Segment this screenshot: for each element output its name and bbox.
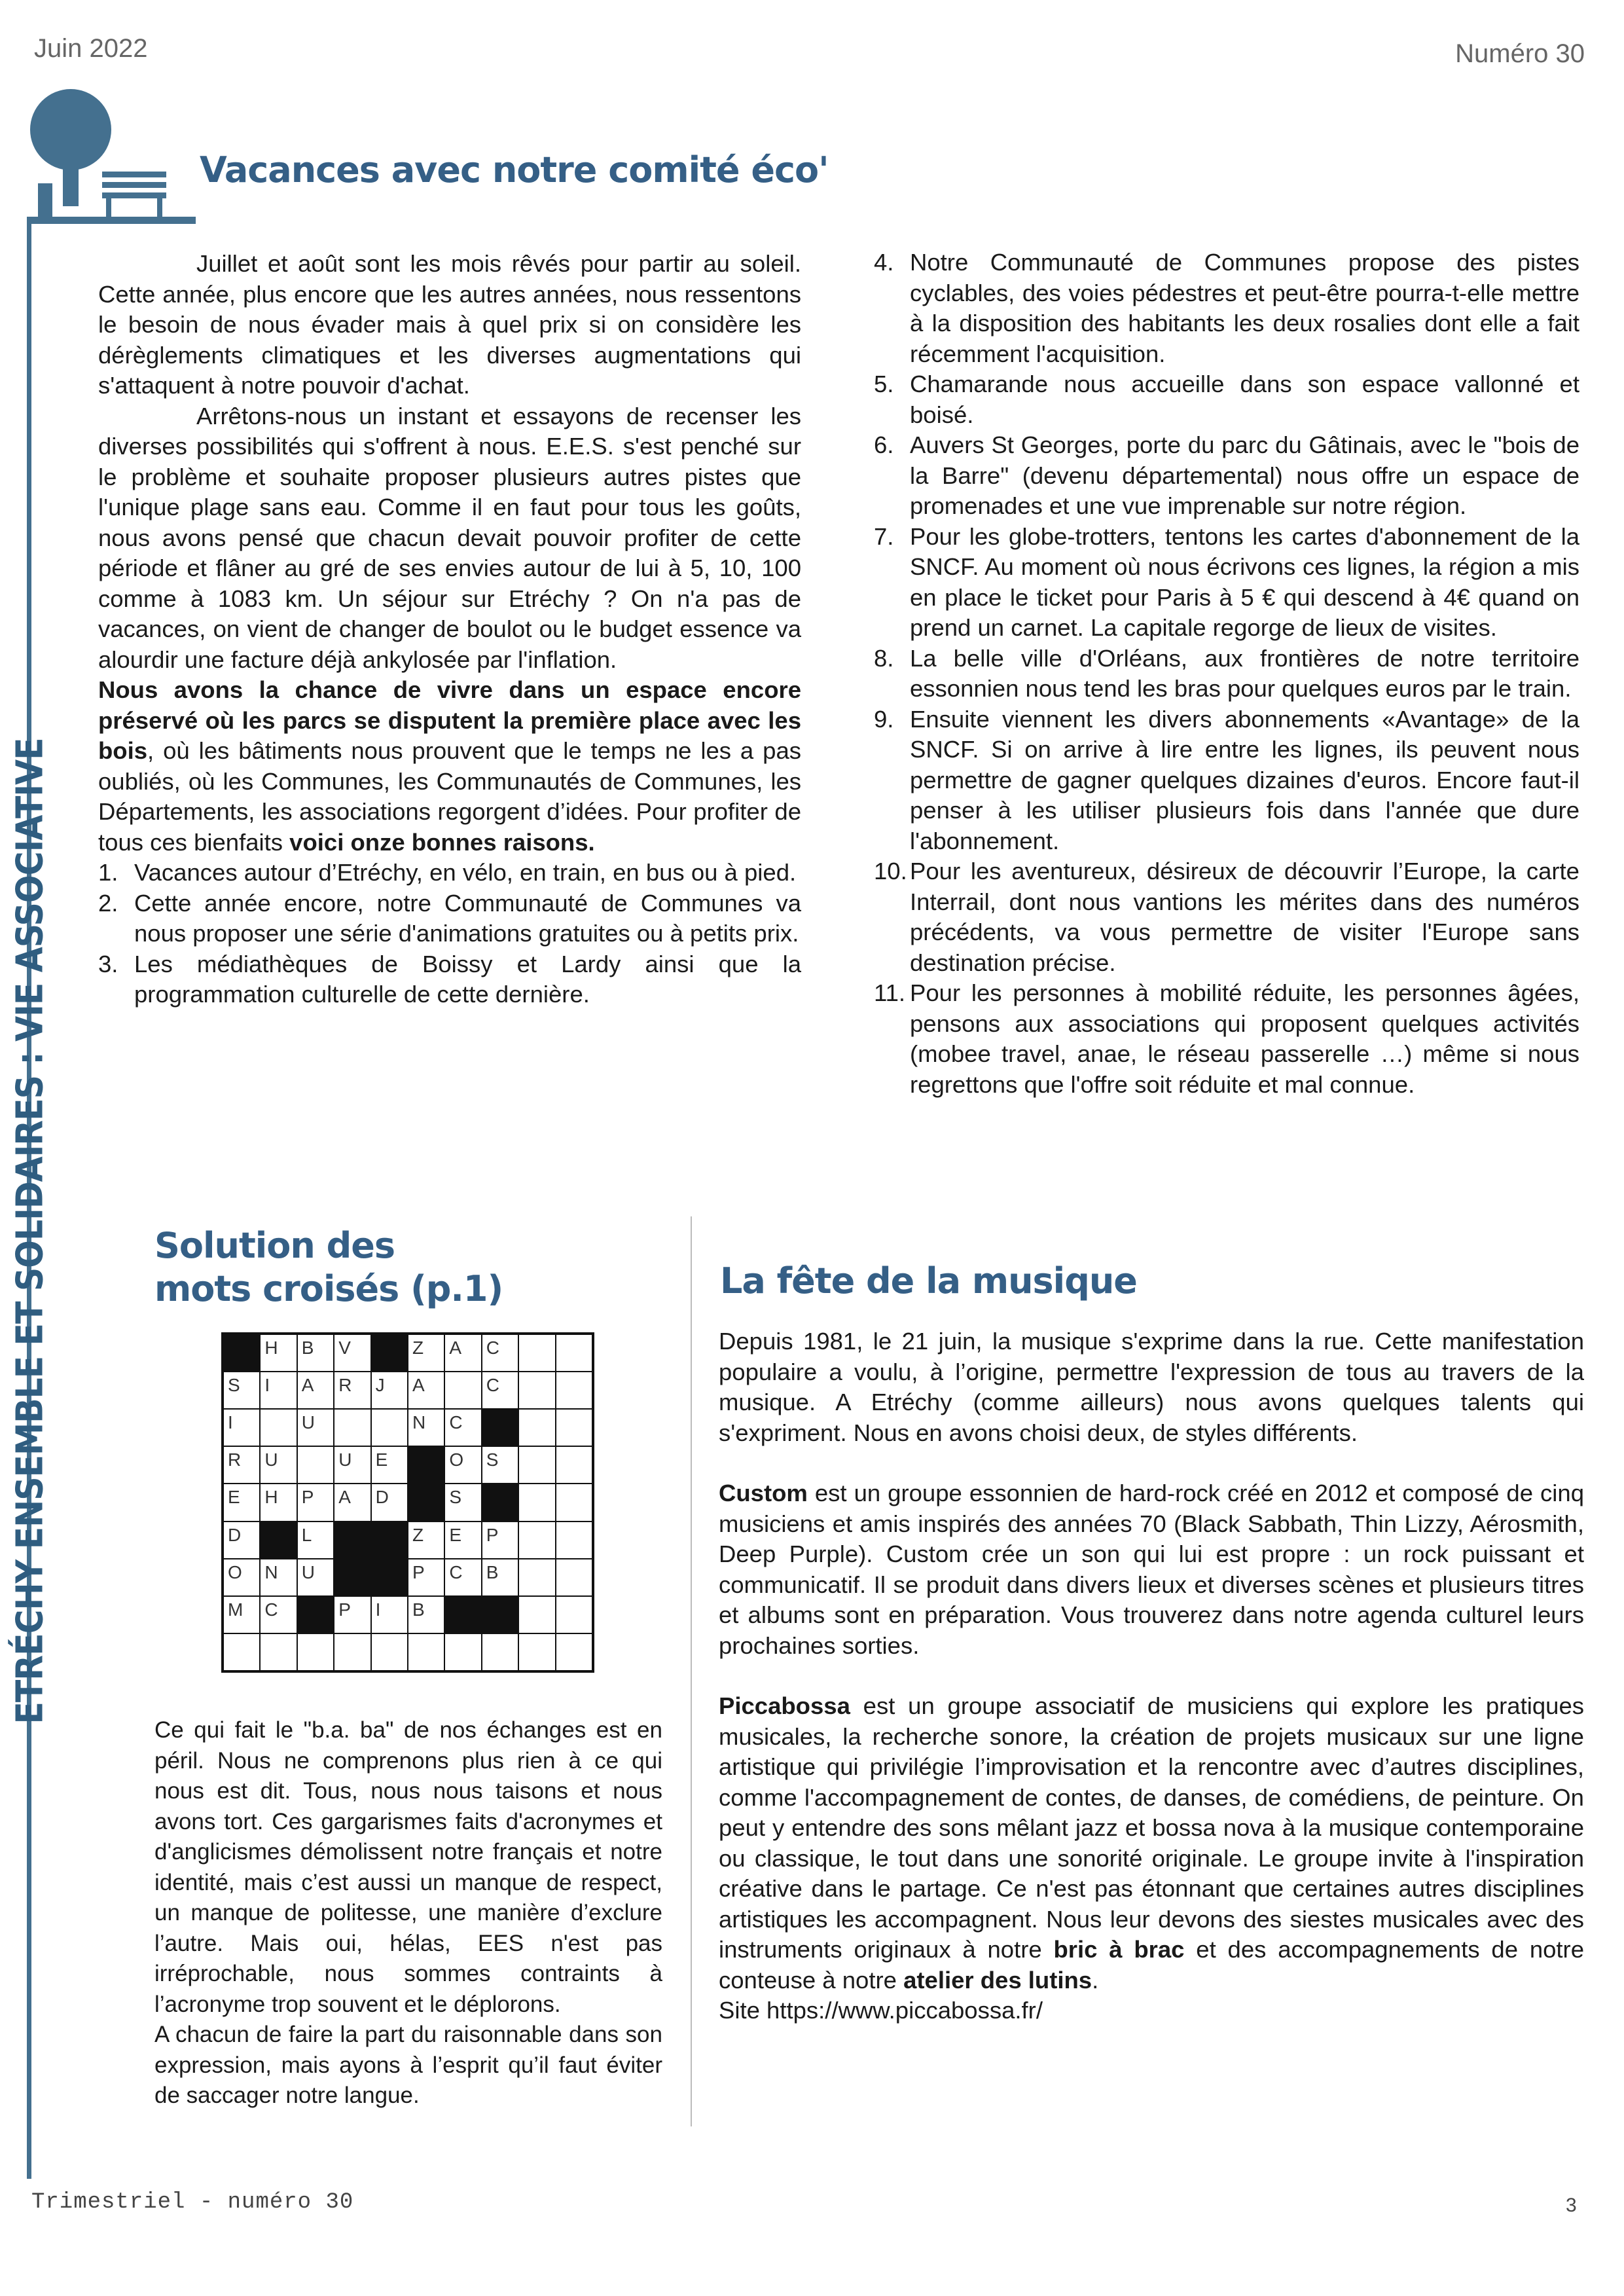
reasons-list [874, 247, 1579, 1100]
crossword-cell [371, 1633, 408, 1671]
crossword-cell [444, 1409, 481, 1446]
list-number: 11. [874, 979, 906, 1006]
article-right-column [874, 247, 1579, 1100]
article-title: Vacances avec notre comité éco' [200, 149, 829, 191]
crossword-letter: E [228, 1487, 240, 1508]
crossword-cell [260, 1446, 297, 1484]
fete-paragraph [719, 1478, 1584, 1661]
crossword-cell [297, 1409, 334, 1446]
crossword-cell [482, 1334, 518, 1372]
crossword-cell [371, 1596, 408, 1633]
crossword-cell [223, 1522, 260, 1559]
crossword-cell [444, 1446, 481, 1484]
crossword-cell [334, 1633, 370, 1671]
list-number: 9. [874, 705, 894, 733]
crossword-cell [223, 1446, 260, 1484]
crossword-letter: B [412, 1599, 425, 1620]
list-text: Pour les personnes à mobilité réduite, les personnes âgées, pensons aux associations qui proposent quelques activités (mobee travel, anae, le réseau passerelle …) même si nous regrettons que l'offre soit réduite et mal connue. [910, 979, 1579, 1098]
crossword-letter: V [338, 1338, 351, 1358]
commentary-paragraph: Ce qui fait le "b.a. ba" de nos échanges est en péril. Nous ne comprenons plus rien à ce qui nous est dit. Tous, nous nous taisons et nous avons tort. Ces gargarismes faits d'acronymes et d'anglicismes démolissent notre français et notre identité, mais c’est aussi un manque de respect, un manque de politesse, une manière d’exclure l’autre. Mais oui, hélas, EES n'est pas irréprochable, nous sommes contraints à l’acronyme trop souvent et le déplorons. [154, 1717, 662, 2017]
list-item [874, 369, 1579, 430]
crossword-cell [297, 1596, 334, 1633]
list-number: 7. [874, 522, 894, 550]
list-number: 1. [98, 859, 118, 886]
crossword-cell [482, 1446, 518, 1484]
crossword-cell [482, 1559, 518, 1596]
band-name: Piccabossa [719, 1692, 850, 1719]
crossword-cell [260, 1372, 297, 1409]
crossword-cell [297, 1559, 334, 1596]
crossword-cell [518, 1372, 555, 1409]
list-item [98, 858, 801, 888]
crossword-letter: I [228, 1412, 233, 1433]
crossword-title-line: mots croisés (p.1) [154, 1268, 503, 1309]
crossword-letter: I [375, 1599, 381, 1620]
paragraph-text: . [1092, 1966, 1099, 1994]
page-number: 3 [1566, 2195, 1577, 2216]
list-number: 2. [98, 889, 118, 917]
crossword-cell [297, 1446, 334, 1484]
crossword-cell [482, 1522, 518, 1559]
paragraph-text: est un groupe essonnien de hard-rock créé en 2012 et composé de cinq musiciens et amis inspirés des années 70 (Black Sabbath, Thin Lizzy, Aérosmith, Deep Purple). Custom crée un son qui lui est propre : un rock puissant et communicatif. Il se produit dans divers lieux et diverses scènes et plusieurs titres et albums sont en préparation. Vous trouverez dans notre agenda culturel leurs prochaines sorties. [719, 1480, 1584, 1659]
park-bench-tree-icon [25, 85, 169, 226]
side-title-container [0, 632, 60, 1830]
crossword-cell [518, 1409, 555, 1446]
crossword-cell [371, 1484, 408, 1521]
crossword-letter: E [375, 1449, 388, 1470]
crossword-cell [408, 1522, 444, 1559]
crossword-title [154, 1224, 503, 1311]
crossword-cell [444, 1372, 481, 1409]
crossword-cell [518, 1484, 555, 1521]
crossword-cell [371, 1409, 408, 1446]
crossword-letter: U [301, 1412, 316, 1433]
crossword-letter: M [228, 1599, 244, 1620]
crossword-cell [556, 1633, 592, 1671]
list-item [874, 704, 1579, 857]
bold-text: Nous avons la chance de vivre dans un espace encore préservé où les parcs se disputent la première place avec les bois [98, 676, 801, 764]
commentary-paragraph: A chacun de faire la part du raisonnable dans son expression, mais ayons à l’esprit qu’il faut éviter de saccager notre langue. [154, 2022, 662, 2108]
crossword-cell [297, 1522, 334, 1559]
crossword-letter: D [228, 1524, 242, 1545]
issue-number: Numéro 30 [1455, 39, 1585, 68]
crossword-cell [334, 1446, 370, 1484]
crossword-cell [223, 1484, 260, 1521]
crossword-cell [408, 1372, 444, 1409]
crossword-cell [297, 1372, 334, 1409]
crossword-cell [408, 1596, 444, 1633]
fete-paragraph: Depuis 1981, le 21 juin, la musique s'exprime dans la rue. Cette manifestation populaire a voulu, à l’origine, permettre l'expression de tous au travers de la musique. A Etréchy (comme ailleurs) nous avons quelques talents qui s'expriment. Nous en avons choisi deux, de styles différents. [719, 1328, 1584, 1446]
crossword-cell [556, 1409, 592, 1446]
crossword-cell [223, 1633, 260, 1671]
crossword-letter: C [449, 1561, 463, 1582]
crossword-letter: Z [412, 1524, 424, 1545]
crossword-letter: S [228, 1375, 240, 1396]
crossword-letter: O [449, 1449, 464, 1470]
crossword-letter: A [338, 1487, 351, 1508]
crossword-cell [223, 1596, 260, 1633]
list-number: 3. [98, 950, 118, 977]
crossword-cell [482, 1596, 518, 1633]
crossword-grid [221, 1332, 594, 1673]
crossword-letter: H [264, 1487, 278, 1508]
crossword-cell [223, 1334, 260, 1372]
list-number: 6. [874, 431, 894, 458]
list-text: Les médiathèques de Boissy et Lardy ainsi que la programmation culturelle de cette dernière. [134, 950, 801, 1008]
list-item [874, 522, 1579, 644]
crossword-cell [260, 1522, 297, 1559]
crossword-letter: R [228, 1449, 242, 1470]
fete-article [719, 1326, 1584, 2056]
crossword-letter: D [375, 1487, 389, 1508]
crossword-cell [482, 1484, 518, 1521]
crossword-title-line: Solution des [154, 1225, 395, 1266]
band-name: Custom [719, 1480, 808, 1506]
list-text: Ensuite viennent les divers abonnements «Avantage» de la SNCF. Si on arrive à lire entre les lignes, ils peuvent nous permettre de gagner quelques dizaines d'euros. Encore faut-il penser à les utiliser plusieurs fois dans l'année que dure l'abonnement. [910, 705, 1579, 854]
crossword-letter: P [486, 1524, 499, 1545]
list-item [874, 644, 1579, 704]
crossword-cell [408, 1334, 444, 1372]
crossword-letter: J [375, 1375, 385, 1396]
list-number: 5. [874, 371, 894, 397]
crossword-cell [223, 1409, 260, 1446]
bold-text: atelier des lutins [903, 1966, 1092, 1994]
crossword-cell [444, 1484, 481, 1521]
article-paragraph [98, 675, 801, 858]
crossword-letter: U [338, 1449, 352, 1470]
list-text: Pour les aventureux, désireux de découvrir l’Europe, la carte Interrail, dont nous vantions les mérites dans des numéros précédents, va vous permettre de visiter l'Europe sans destination précise. [910, 858, 1579, 976]
crossword-letter: B [486, 1561, 499, 1582]
list-text: Notre Communauté de Communes propose des pistes cyclables, des voies pédestres et peut-être pourra-t-elle mettre à la disposition des habitants les deux rosalies dont elle a fait récemment l'acquisition. [910, 249, 1579, 367]
paragraph-text: est un groupe associatif de musiciens qui explore les pratiques musicales, la recherche sonore, la création de projets musicaux sur une ligne artistique qui privilégie l’improvisation et la rencontre avec d’autres disciplines, comme l'accompagnement de contes, de danses, de comédiens, de peinture. On peut y entendre des sons mêlant jazz et bossa nova à la musique contemporaine ou classique, le tout dans une sonorité originale. Le groupe invite à l'inspiration créative dans le partage. Ce n'est pas étonnant que certaines autres disciplines artistiques les accompagnent. Nous leur devons des siestes musicales avec des instruments originaux à notre [719, 1692, 1584, 1963]
crossword-cell [556, 1596, 592, 1633]
crossword-cell [260, 1484, 297, 1521]
list-text: Chamarande nous accueille dans son espace vallonné et boisé. [910, 371, 1579, 428]
crossword-cell [334, 1522, 370, 1559]
crossword-letter: A [301, 1375, 314, 1396]
crossword-cell [260, 1334, 297, 1372]
crossword-letter: A [449, 1338, 462, 1358]
list-text: Vacances autour d’Etréchy, en vélo, en train, en bus ou à pied. [134, 859, 797, 886]
crossword-cell [444, 1596, 481, 1633]
paragraph-text: et des accompagnements de notre conteuse à notre [719, 1936, 1585, 1994]
crossword-letter: P [412, 1561, 425, 1582]
crossword-letter: L [301, 1524, 312, 1545]
side-section-title: ETRÉCHY ENSEMBLE ET SOLIDAIRES : VIE ASSOCIATIVE [9, 738, 52, 1724]
crossword-letter: R [338, 1375, 352, 1396]
reasons-list [98, 858, 801, 1010]
crossword-letter: I [264, 1375, 270, 1396]
crossword-letter: P [301, 1487, 314, 1508]
crossword-cell [371, 1559, 408, 1596]
fete-title: La fête de la musique [720, 1260, 1137, 1302]
crossword-cell [556, 1372, 592, 1409]
rail-top-bar [27, 217, 196, 224]
article-left-column [98, 249, 801, 1010]
crossword-letter: H [264, 1338, 278, 1358]
crossword-cell [260, 1596, 297, 1633]
list-text: Auvers St Georges, porte du parc du Gâtinais, avec le "bois de la Barre" (devenu départemental) nous offre un espace de promenades et une vue imprenable sur notre région. [910, 431, 1579, 519]
crossword-cell [482, 1372, 518, 1409]
crossword-cell [408, 1446, 444, 1484]
list-number: 4. [874, 249, 894, 276]
article-paragraph: Arrêtons-nous un instant et essayons de recenser les diverses possibilités qui s'offrent à nous. E.E.S. s'est penché sur le problème et souhaite proposer plusieurs autres pistes que l'unique plage sans eau. Comme il en faut pour tous les goûts, nous avons pensé que chacun devait pouvoir profiter de cette période et flâner au gré de ses envies autour de lui à 5, 10, 100 comme à 1083 km. Un séjour sur Etréchy ? On n'a pas de vacances, on vient de changer de boulot ou le budget essence va alourdir une facture déjà ankylosée par l'inflation. [98, 402, 801, 673]
crossword-cell [518, 1559, 555, 1596]
footer-publication: Trimestriel - numéro 30 [31, 2190, 354, 2215]
crossword-cell [444, 1334, 481, 1372]
crossword-cell [260, 1559, 297, 1596]
crossword-commentary [154, 1715, 662, 2111]
crossword-cell [444, 1522, 481, 1559]
crossword-cell [334, 1596, 370, 1633]
list-item [874, 247, 1579, 369]
website-line: Site https://www.piccabossa.fr/ [719, 1997, 1043, 2024]
crossword-cell [556, 1334, 592, 1372]
crossword-cell [408, 1409, 444, 1446]
crossword-cell [482, 1409, 518, 1446]
bold-text: bric à brac [1053, 1936, 1185, 1963]
list-item [874, 856, 1579, 978]
crossword-cell [334, 1372, 370, 1409]
crossword-cell [223, 1372, 260, 1409]
crossword-cell [444, 1633, 481, 1671]
list-text: La belle ville d'Orléans, aux frontières de notre territoire essonnien nous tend les bras pour quelques euros par le train. [910, 644, 1579, 702]
crossword-cell [371, 1372, 408, 1409]
crossword-cell [297, 1633, 334, 1671]
crossword-letter: N [412, 1412, 426, 1433]
crossword-letter: U [301, 1561, 316, 1582]
crossword-letter: S [449, 1487, 462, 1508]
crossword-cell [482, 1633, 518, 1671]
fete-paragraph [719, 1691, 1584, 1995]
bold-text: voici onze bonnes raisons. [289, 828, 595, 856]
crossword-letter: B [301, 1338, 314, 1358]
crossword-cell [334, 1409, 370, 1446]
crossword-cell [556, 1559, 592, 1596]
crossword-letter: E [449, 1524, 462, 1545]
list-number: 8. [874, 644, 894, 672]
crossword-letter: Z [412, 1338, 424, 1358]
crossword-letter: P [338, 1599, 351, 1620]
list-item [874, 430, 1579, 522]
crossword-cell [260, 1633, 297, 1671]
crossword-letter: N [264, 1561, 278, 1582]
crossword-letter: C [486, 1338, 500, 1358]
crossword-letter: U [264, 1449, 278, 1470]
list-number: 10. [874, 858, 907, 884]
crossword-cell [334, 1559, 370, 1596]
crossword-letter: O [228, 1561, 242, 1582]
crossword-cell [408, 1559, 444, 1596]
crossword-cell [556, 1522, 592, 1559]
crossword-cell [223, 1559, 260, 1596]
crossword-cell [518, 1633, 555, 1671]
article-paragraph: Juillet et août sont les mois rêvés pour partir au soleil. Cette année, plus encore que les autres années, nous ressentons le besoin de nous évader mais à quel prix si on considère les dérèglements climatiques et les diverses augmentations qui s'attaquent à notre pouvoir d'achat. [98, 250, 801, 399]
crossword-cell [260, 1409, 297, 1446]
crossword-cell [371, 1446, 408, 1484]
crossword-cell [334, 1484, 370, 1521]
crossword-letter: S [486, 1449, 499, 1470]
crossword-cell [518, 1446, 555, 1484]
crossword-letter: C [449, 1412, 463, 1433]
crossword-cell [518, 1522, 555, 1559]
crossword-cell [556, 1446, 592, 1484]
list-text: Cette année encore, notre Communauté de Communes va nous proposer une série d'animations gratuites ou à petits prix. [134, 889, 801, 947]
crossword-cell [444, 1559, 481, 1596]
crossword-cell [518, 1596, 555, 1633]
issue-date: Juin 2022 [34, 34, 148, 63]
crossword-cell [297, 1334, 334, 1372]
crossword-cell [371, 1522, 408, 1559]
list-item [98, 949, 801, 1010]
crossword-cell [518, 1334, 555, 1372]
crossword-cell [408, 1484, 444, 1521]
crossword-cell [371, 1334, 408, 1372]
crossword-letter: A [412, 1375, 425, 1396]
crossword-cell [556, 1484, 592, 1521]
crossword-letter: C [486, 1375, 500, 1396]
list-text: Pour les globe-trotters, tentons les cartes d'abonnement de la SNCF. Au moment où nous écrivons ces lignes, la région a mis en place le ticket pour Paris à 5 € qui descend à 4€ quand on prend un carnet. La capitale regorge de lieux de visites. [910, 522, 1579, 641]
list-item [98, 888, 801, 949]
crossword-cell [297, 1484, 334, 1521]
paragraph-text: , où les bâtiments nous prouvent que le temps ne les a pas oubliés, où les Communes, les Communautés de Communes, les Départements, les associations regorgent d’idées. Pour profiter de tous ces bienfaits [98, 737, 801, 856]
crossword-letter: C [264, 1599, 278, 1620]
crossword-cell [408, 1633, 444, 1671]
column-divider [691, 1216, 692, 2126]
crossword-cell [334, 1334, 370, 1372]
list-item [874, 978, 1579, 1100]
